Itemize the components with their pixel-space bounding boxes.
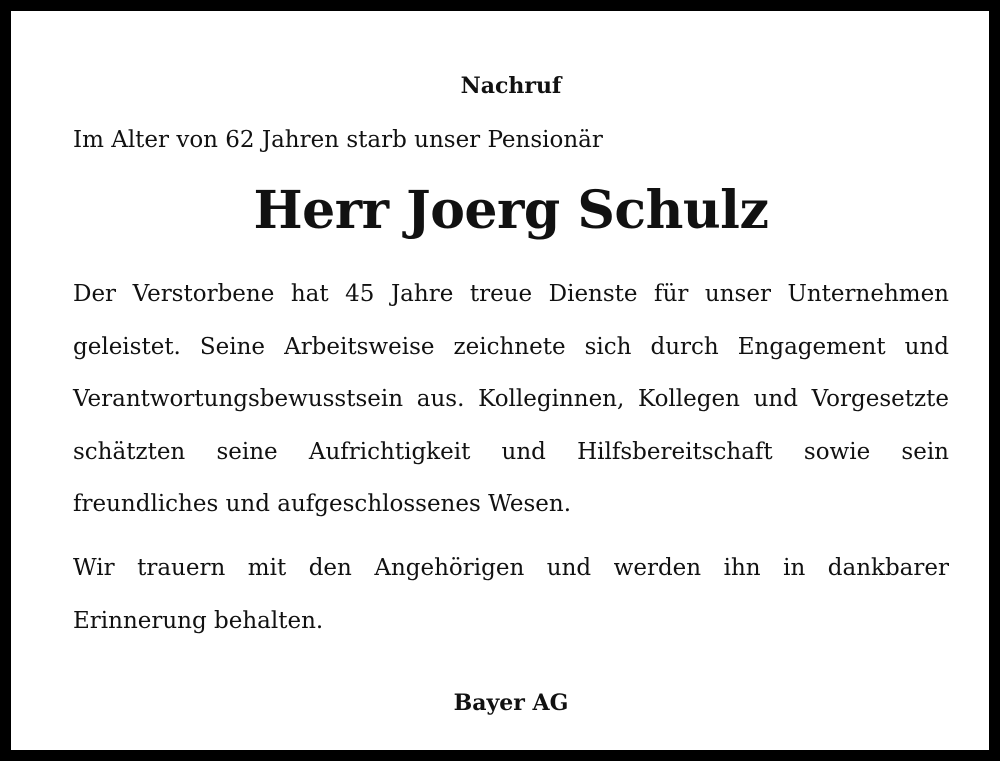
obituary-heading: Nachruf — [460, 73, 562, 99]
obituary-paragraph-mourning: Wir trauern mit den Angehörigen und werden ihn in dankbarer Erinnerung behalten. — [73, 555, 949, 634]
company-signature: Bayer AG — [453, 690, 569, 716]
obituary-intro: Im Alter von 62 Jahren starb unser Pensionär — [73, 127, 603, 153]
deceased-name: Herr Joerg Schulz — [253, 180, 769, 241]
obituary-paragraph-tribute: Der Verstorbene hat 45 Jahre treue Dienste für unser Unternehmen geleistet. Seine Arbeitsweise zeichnete sich durch Engagement und Verantwortungsbewusstsein aus. Kolleginnen, Kollegen und Vorgesetzte schätzten seine Aufrichtigkeit und Hilfsbereitschaft sowie sein freundliches und aufgeschlossenes Wesen. — [73, 281, 949, 517]
